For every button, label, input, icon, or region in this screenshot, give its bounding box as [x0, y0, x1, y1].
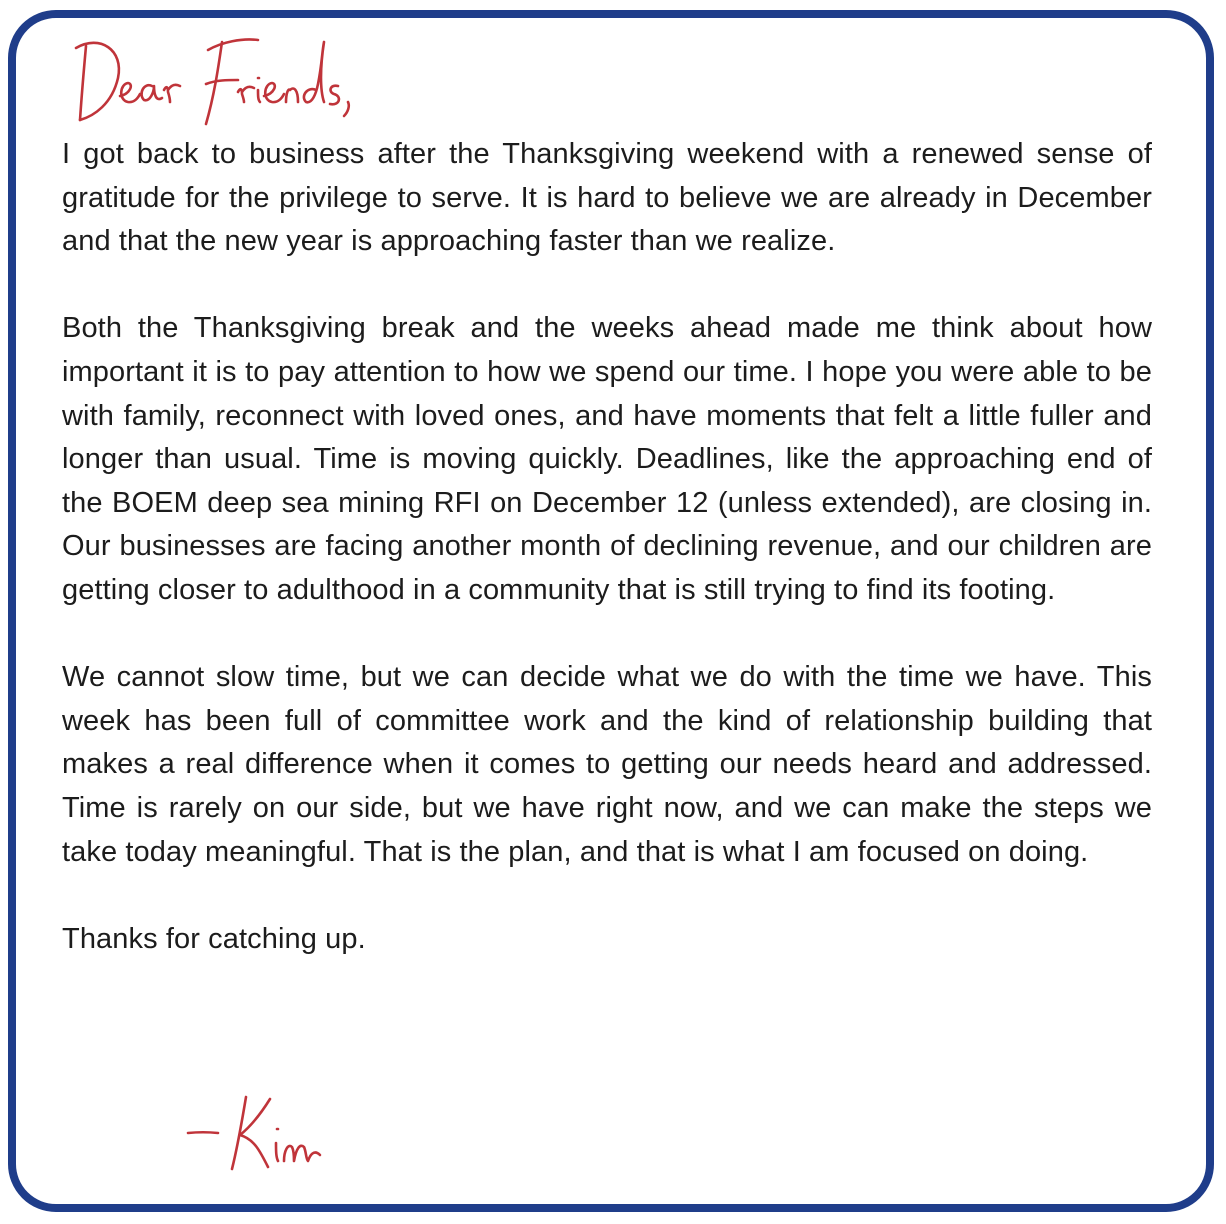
signature-script — [180, 1085, 350, 1175]
greeting-script — [72, 28, 372, 128]
greeting-handwriting — [72, 28, 372, 128]
signature-handwriting — [180, 1085, 350, 1175]
closing-line: Thanks for catching up. — [62, 922, 366, 955]
paragraph-3: We cannot slow time, but we can decide what we do with the time we have. This week has been full of committee work and the kind of relationship building that makes a real difference when it comes to getting our needs heard and addressed. Time is rarely on our side, but we have right now, and we can make the steps we take today meaningful. That is the plan, and that is what I am focused on doing. — [62, 661, 1152, 868]
paragraph-2: Both the Thanksgiving break and the weeks ahead made me think about how important it is to pay attention to how we spend our time. I hope you were able to be with family, reconnect with loved ones, and have moments that felt a little fuller and longer than usual. Time is moving quickly. Deadlines, like the approaching end of the BOEM deep sea mining RFI on December 12 (unless extended), are closing in. Our businesses are facing another month of declining revenue, and our children are getting closer to adulthood in a community that is still trying to find its footing. — [62, 312, 1152, 606]
paragraph-1: I got back to business after the Thanksgiving weekend with a renewed sense of gratitude for the privilege to serve. It is hard to believe we are already in December and that the new year is approaching faster than we realize. — [62, 138, 1152, 258]
letter-body — [62, 133, 1152, 1005]
